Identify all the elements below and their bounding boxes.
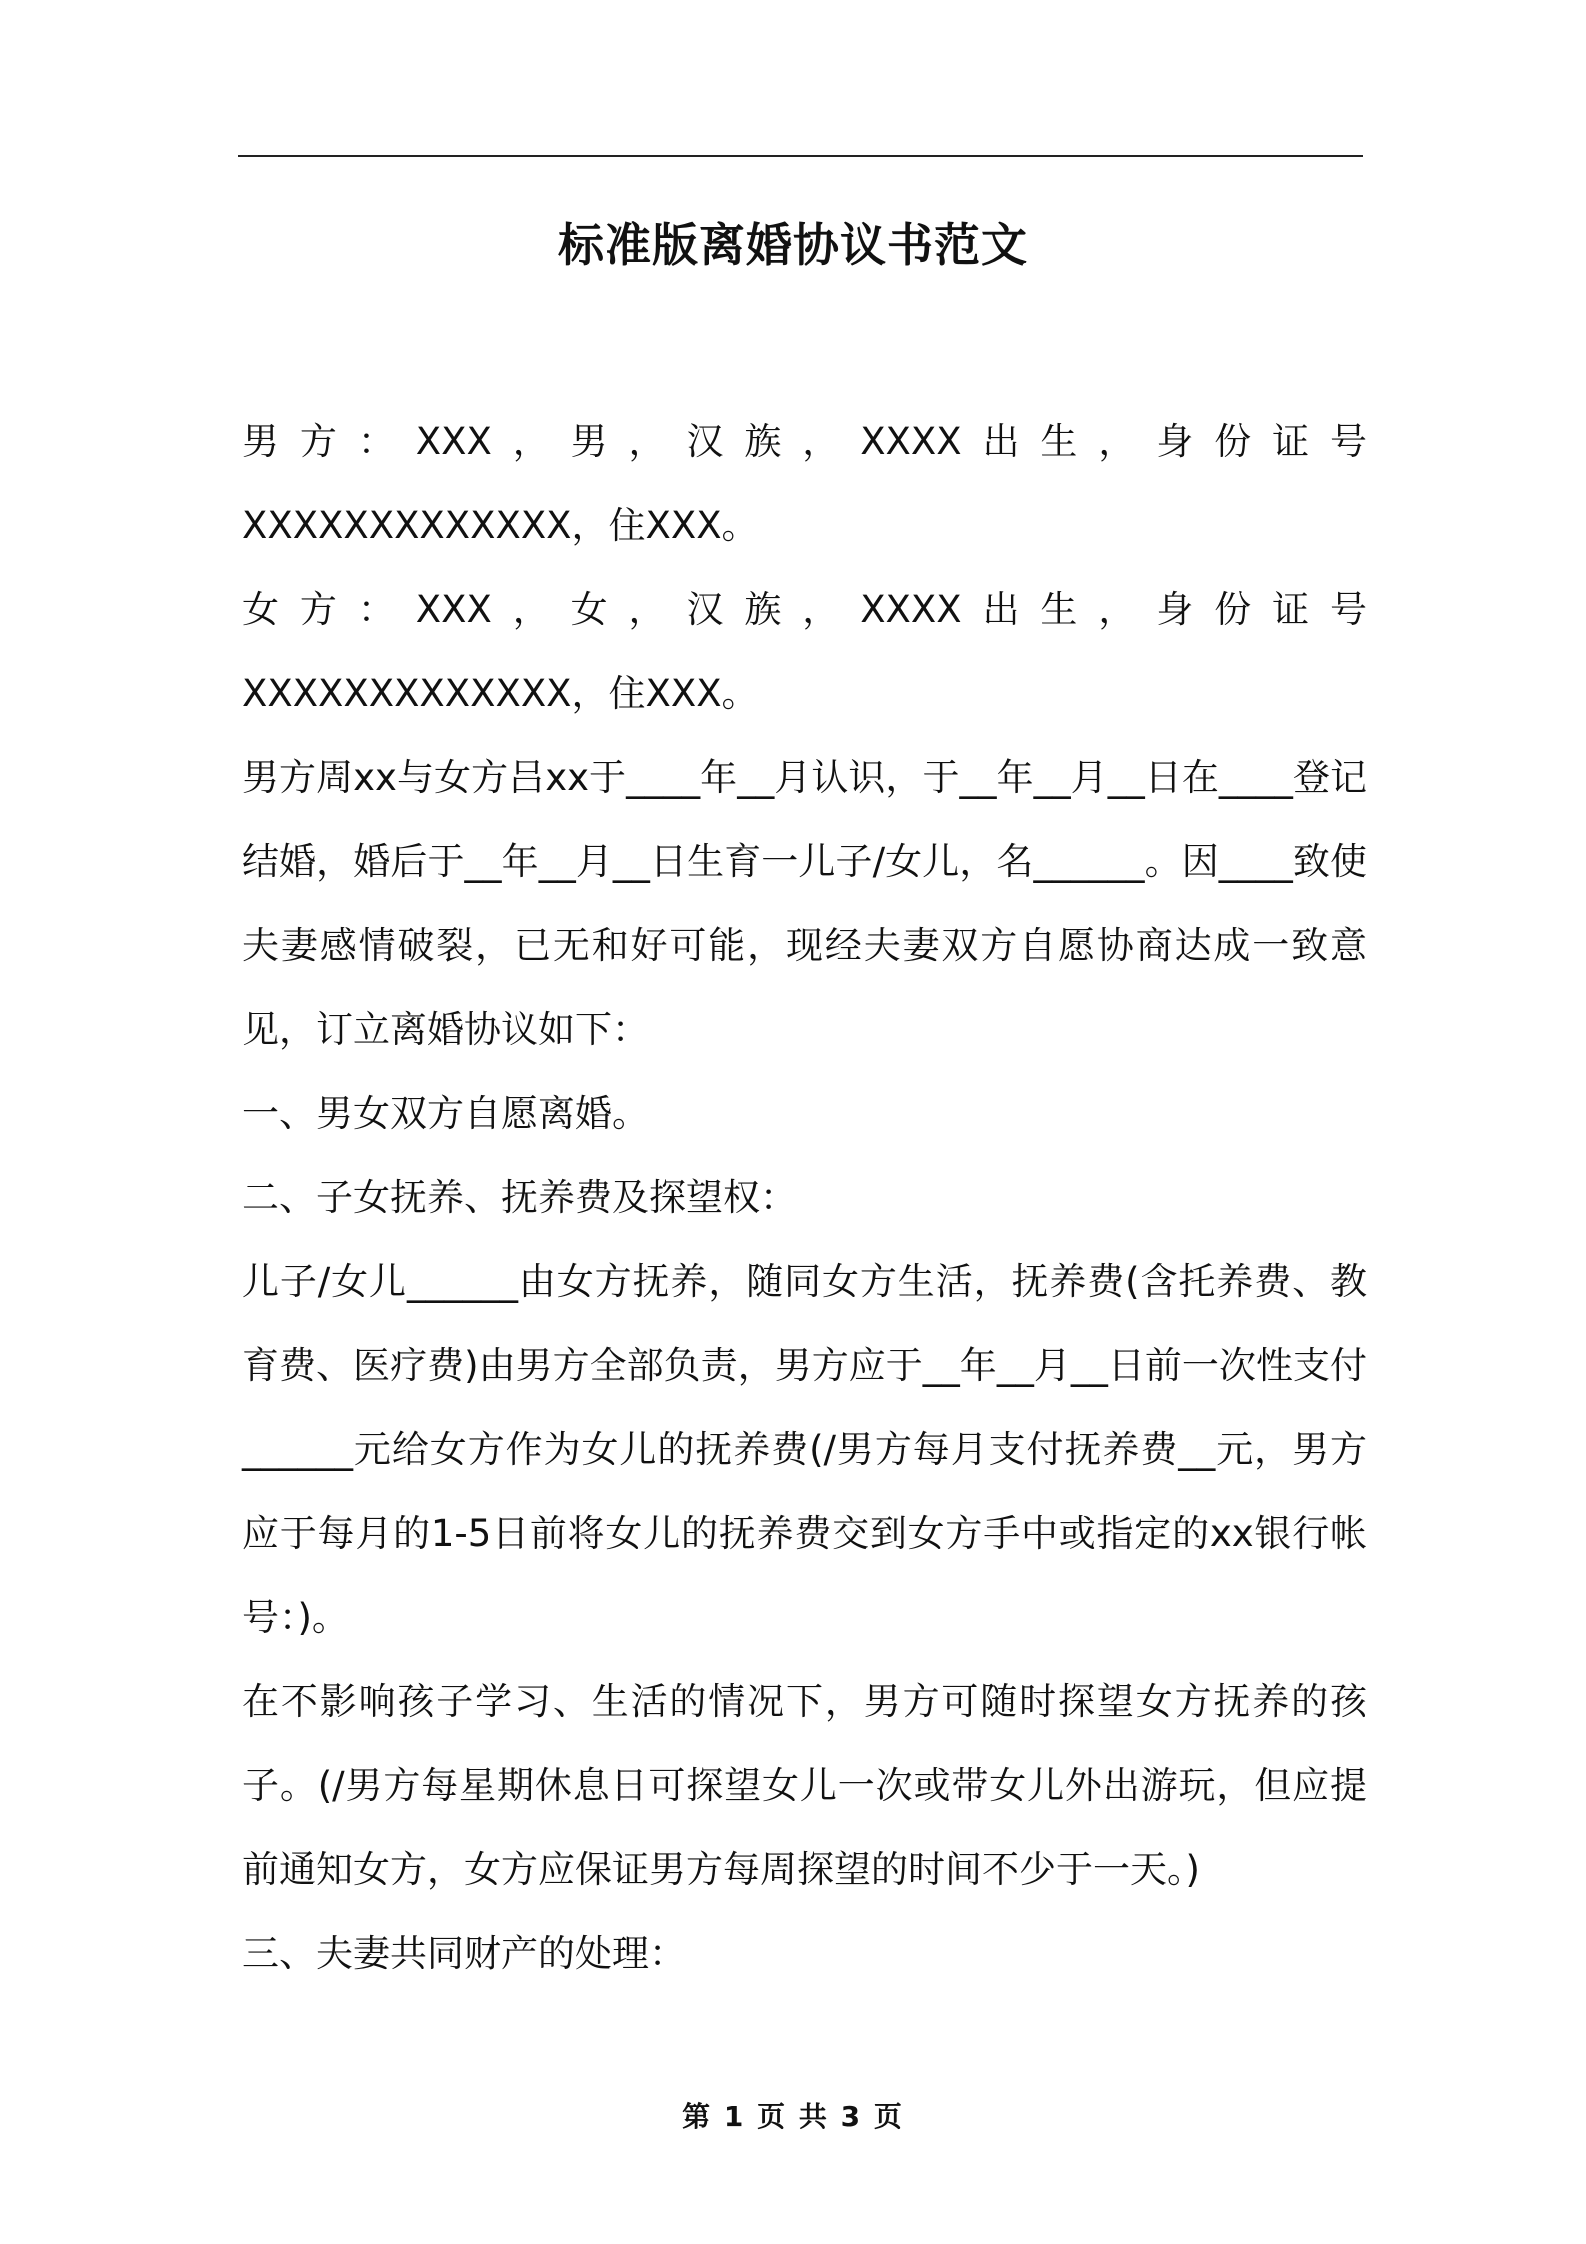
clause-2-heading: 二、子女抚养、抚养费及探望权： (242, 1176, 797, 1219)
paragraph-visitation: 在不影响孩子学习、生活的情况下，男方可随时探望女方抚养的孩子。(/男方每星期休息日可探望女儿一次或带女儿外出游玩，但应提前通知女方，女方应保证男方每周探望的时间不少于一天。) (242, 1680, 1367, 1891)
paragraph-female-party: 女方：XXX，女，汉族，XXXX出生，身份证号XXXXXXXXXXXXX，住XXX。 (242, 588, 1367, 715)
page-number-footer: 第 1 页 共 3 页 (682, 2100, 904, 2133)
header-rule (238, 155, 1363, 157)
paragraph-male-party: 男方：XXX，男，汉族，XXXX出生，身份证号XXXXXXXXXXXXX，住XXX。 (242, 420, 1367, 547)
clause-3-heading: 三、夫妻共同财产的处理： (242, 1932, 686, 1975)
document-title: 标准版离婚协议书范文 (558, 218, 1028, 272)
paragraph-background: 男方周xx与女方吕xx于____年__月认识，于__年__月__日在____登记结婚，婚后于__年__月__日生育一儿子/女儿，名______。因____致使夫妻感情破裂，已无和好可能，现经夫妻双方自愿协商达成一致意见，订立离婚协议如下： (242, 756, 1367, 1051)
paragraph-child-support: 儿子/女儿______由女方抚养，随同女方生活，抚养费(含托养费、教育费、医疗费)由男方全部负责，男方应于__年__月__日前一次性支付______元给女方作为女儿的抚养费(/男方每月支付抚养费__元，男方应于每月的1-5日前将女儿的抚养费交到女方手中或指定的xx银行帐号：)。 (242, 1260, 1367, 1639)
clause-1-divorce: 一、男女双方自愿离婚。 (242, 1092, 649, 1135)
document-body (242, 400, 1367, 1996)
